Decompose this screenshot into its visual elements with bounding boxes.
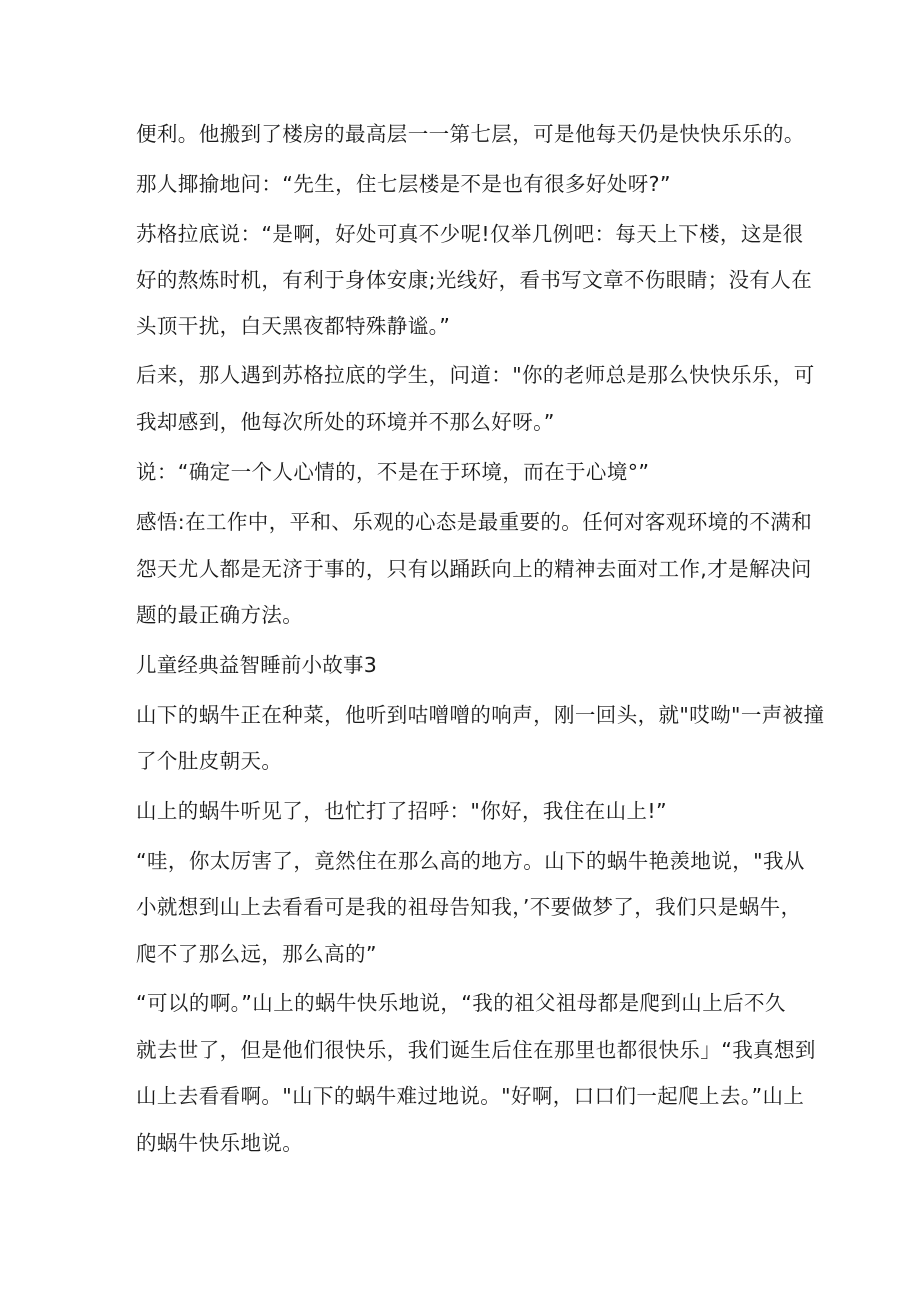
text-line: 的蜗牛快乐地说。 [136,1131,304,1155]
text-line: 头顶干扰，白天黑夜都特殊静谧。” [136,314,451,338]
text-line: 感悟:在工作中，平和、乐观的心态是最重要的。任何对客观环境的不满和 [136,510,813,534]
text-line: 后来，那人遇到苏格拉底的学生，问道："你的老师总是那么快快乐乐，可 [136,363,815,387]
text-line: “可以的啊。”山上的蜗牛快乐地说，“我的祖父祖母都是爬到山上后不久 [136,991,786,1015]
text-line: 好的熬炼时机，有利于身体安康;光线好，看书写文章不伤眼睛；没有人在 [136,268,813,292]
text-line: 小就想到山上去看看可是我的祖母告知我，’不要做梦了，我们只是蜗牛， [136,895,802,919]
text-line: 说：“确定一个人心情的，不是在于环境，而在于心境°” [136,460,650,484]
text-line: 就去世了，但是他们很快乐，我们诞生后住在那里也都很快乐」“我真想到 [136,1038,816,1062]
text-line: “哇，你太厉害了，竟然住在那么高的地方。山下的蜗牛艳羡地说，"我从 [136,849,805,873]
text-line: 那人揶揄地问：“先生，住七层楼是不是也有很多好处呀?” [136,172,671,196]
text-line: 便利。他搬到了楼房的最高层一一第七层，可是他每天仍是快快乐乐的。 [136,122,805,146]
text-line: 山上去看看啊。"山下的蜗牛难过地说。"好啊，口口们一起爬上去。”山上 [136,1084,805,1108]
section-heading: 儿童经典益智睡前小故事3 [136,653,377,677]
text-line: 爬不了那么远，那么高的” [136,942,377,966]
text-line: 怨天尤人都是无济于事的，只有以踊跃向上的精神去面对工作,才是解决问 [136,557,812,581]
text-line: 苏格拉底说：“是啊，好处可真不少呢!仅举几例吧：每天上下楼，这是很 [136,222,804,246]
text-line: 山下的蜗牛正在种菜，他听到咕噌噌的响声，刚一回头，就"哎呦"一声被撞 [136,703,825,727]
text-line: 了个肚皮朝天。 [136,749,283,773]
text-line: 题的最正确方法。 [136,603,304,627]
text-line: 山上的蜗牛听见了，也忙打了招呼："你好，我住在山上!” [136,799,668,823]
text-line: 我却感到，他每次所处的环境并不那么好呀。” [136,410,555,434]
